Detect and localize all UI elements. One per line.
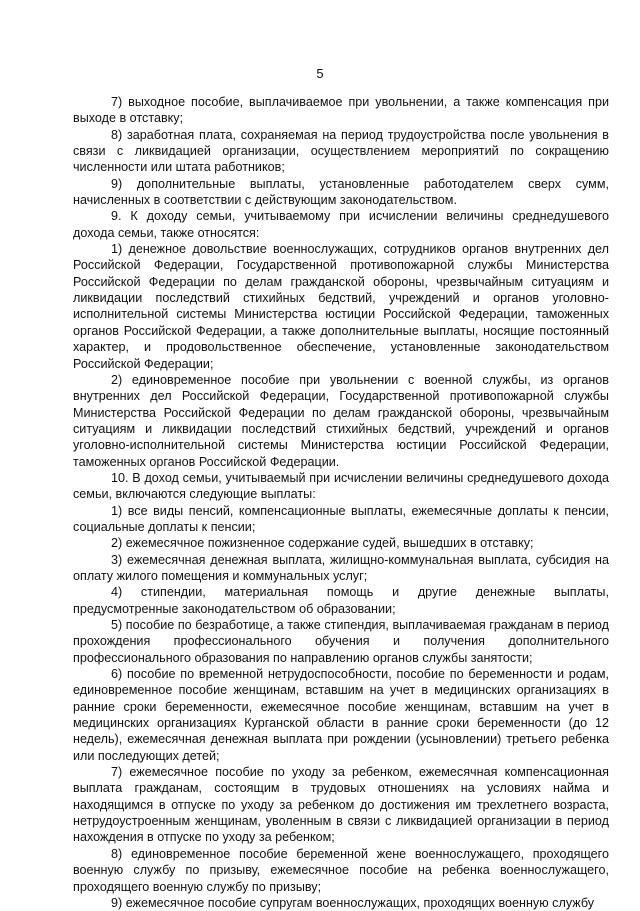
section-10-item-4: 4) стипендии, материальная помощь и другие денежные выплаты, предусмотренные законодательством об образовании;	[73, 585, 609, 616]
paragraph-8-retained-wages: 8) заработная плата, сохраняемая на период трудоустройства после увольнения в связи с ликвидацией организации, осуществлением мероприятий по сокращению численности или штата работников;	[73, 127, 609, 175]
section-10-item-1: 1) все виды пенсий, компенсационные выплаты, ежемесячные доплаты к пенсии, социальные доплаты к пенсии;	[73, 503, 609, 534]
section-10-item-5: 5) пособие по безработице, а также стипендия, выплачиваемая гражданам в период прохождения профессионального обучения и получения дополнительного профессионального образования по направлению органов службы занятости;	[73, 618, 609, 665]
paragraph-9-additional-payments: 9) дополнительные выплаты, установленные работодателем сверх сумм, начисленных в соответствии с действующим законодательством.	[73, 176, 609, 208]
page-number: 5	[316, 66, 324, 81]
section-10-item-2: 2) ежемесячное пожизненное содержание судей, вышедших в отставку;	[111, 536, 534, 551]
paragraph-7-severance-pay: 7) выходное пособие, выплачиваемое при увольнении, а также компенсация при выходе в отставку;	[73, 95, 609, 126]
section-9-heading: 9. К доходу семьи, учитываемому при исчислении величины среднедушевого дохода семьи, также относятся:	[73, 209, 609, 240]
section-10-item-7: 7) ежемесячное пособие по уходу за ребенком, ежемесячная компенсационная выплата гражданам, состоящим в трудовых отношениях на условиях найма и находящимся в отпуске по уходу за ребенком до достижения им трехлетнего возраста, нетрудоустроенным женщинам, уволенным в связи с ликвидацией организации в период нахождения в отпуске по уходу за ребенком;	[73, 765, 609, 845]
section-10-item-3: 3) ежемесячная денежная выплата, жилищно-коммунальная выплата, субсидия на оплату жилого помещения и коммунальных услуг;	[73, 552, 609, 583]
section-10-heading: 10. В доход семьи, учитываемый при исчислении величины среднедушевого дохода семьи, включаются следующие выплаты:	[73, 470, 609, 502]
section-9-item-2: 2) единовременное пособие при увольнении с военной службы, из органов внутренних дел Российской Федерации, Государственной противопожарной службы Министерства Российской Федерации по делам гражданской обороны, чрезвычайным ситуациям и ликвидации последствий стихийных бедствий, учреждений и органов уголовно-исполнительной системы Министерства юстиции Российской Федерации, таможенных органов Российской Федерации.	[73, 372, 609, 469]
section-10-item-9: 9) ежемесячное пособие супругам военнослужащих, проходящих военную службу	[111, 895, 595, 910]
section-10-item-8: 8) единовременное пособие беременной жене военнослужащего, проходящего военную службу по призыву, ежемесячное пособие на ребенка военнослужащего, проходящего военную службу по призыву;	[73, 846, 609, 894]
document-body	[73, 94, 609, 911]
section-9-item-1: 1) денежное довольствие военнослужащих, сотрудников органов внутренних дел Российской Федерации, Государственной противопожарной службы Министерства Российской Федерации по делам гражданской обороны, чрезвычайным ситуациям и ликвидации последствий стихийных бедствий, учреждений и органов уголовно-исполнительной системы Министерства юстиции Российской Федерации, таможенных органов Российской Федерации, а также дополнительные выплаты, носящие постоянный характер, и продовольственное обеспечение, установленные законодательством Российской Федерации;	[73, 242, 609, 371]
section-10-item-6: 6) пособие по временной нетрудоспособности, пособие по беременности и родам, единовременное пособие женщинам, вставшим на учет в медицинских организациях в ранние сроки беременности, ежемесячное пособие женщинам, вставшим на учет в медицинских организациях Курганской области в ранние сроки беременности (до 12 недель), ежемесячная денежная выплата при рождении (усыновлении) третьего ребенка или последующих детей;	[73, 667, 609, 763]
